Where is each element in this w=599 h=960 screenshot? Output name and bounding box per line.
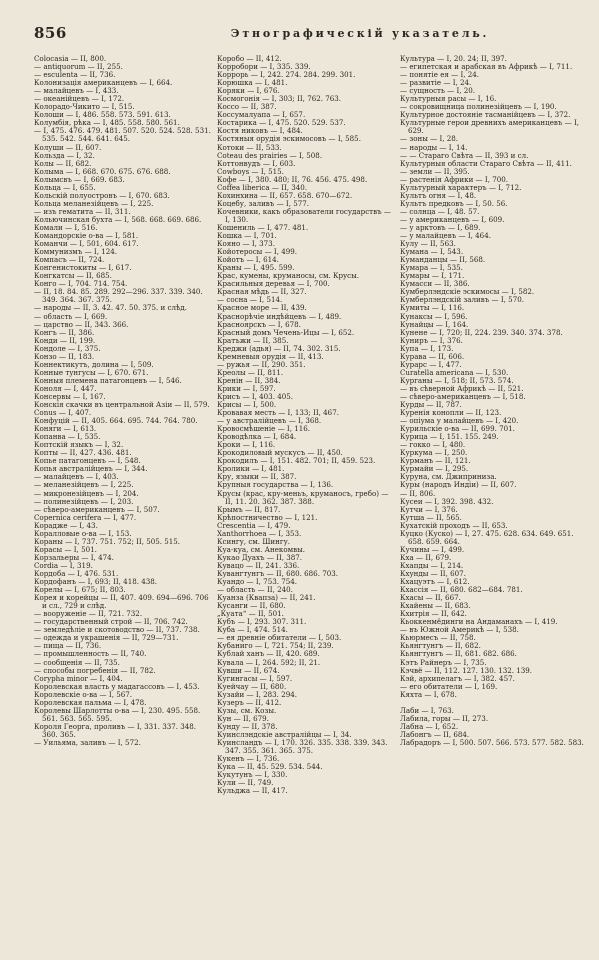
index-entry: Культура — I, 20. 24; II, 397. bbox=[400, 55, 507, 63]
index-entry: Кубъ — I, 293. 307. 311. bbox=[217, 617, 307, 627]
index-entry: Красное море — II, 439. bbox=[217, 303, 307, 313]
index-entry: Курица — I, 151. 155. 249. bbox=[400, 432, 499, 442]
index-entry: Куренія конопли — II, 123. bbox=[400, 408, 502, 418]
index-entry: — сокровищница полинезійцевъ — I, 190. bbox=[400, 102, 557, 112]
index-entry: Кхацуэтъ — I, 612. bbox=[400, 577, 470, 587]
index-entry: Колонизація американцевъ — I, 664. bbox=[34, 78, 173, 88]
index-entry: Колоши — I, 486. 558. 573. 591. 613. bbox=[34, 110, 171, 120]
index-entry: Коняги — I, 613. bbox=[34, 424, 97, 434]
index-entry: Коптскій языкъ — I, 32. bbox=[34, 440, 124, 450]
index-entry: — I, 475. 476. 479. 481. 507. 520. 524. 528. 531. 535. 542. 544. 641. 645. bbox=[34, 126, 211, 144]
index-entry: Куандо — I, 753. 754. bbox=[217, 577, 298, 587]
index-entry: Компасъ — II, 724. bbox=[34, 255, 105, 265]
index-entry: Королевскіе о-ва — I, 567. bbox=[34, 689, 132, 699]
index-entry: Колы — II, 682. bbox=[34, 158, 92, 168]
index-entry: Королевы Шарлотты о-ва — I, 230. 495. 558. 561. 563. 565. 595. bbox=[34, 705, 201, 723]
index-entry: Куркума — I, 250. bbox=[400, 448, 468, 458]
index-entry: Кунайцы — I, 164. bbox=[400, 319, 469, 329]
index-entry: Копья австралійцевъ — I, 344. bbox=[34, 464, 148, 474]
index-entry: Кольскій полуостровъ — I, 670. 683. bbox=[34, 190, 170, 200]
index-entry: Корюшка — I, 481. bbox=[217, 78, 288, 88]
index-entry: Кухатскій проходъ — II, 653. bbox=[400, 520, 508, 530]
index-entry: Кхасы — II, 667. bbox=[400, 593, 461, 603]
index-entry: Купа — I, 173. bbox=[400, 343, 454, 353]
index-entry: Курильскіе о-ва — II, 699. 701. bbox=[400, 424, 515, 434]
index-entry: Крусы (крас, кру-меньъ, круманосъ, гребо) — II, 11. 20. 362. 387. 388. bbox=[217, 488, 389, 506]
index-entry: Курмайи — I, 295. bbox=[400, 464, 469, 474]
index-entry: Койотеросы — I, 499. bbox=[217, 247, 298, 257]
index-entry: Койотъ — I, 614. bbox=[217, 255, 279, 265]
index-entry: Ксингу, см. Шингу. bbox=[217, 536, 291, 546]
index-entry: Куниръ — I, 376. bbox=[400, 335, 463, 345]
index-entry: Королевская пальма — I, 478. bbox=[34, 697, 147, 707]
index-entry: Культъ предковъ — I, 50. 56. bbox=[400, 198, 508, 208]
index-entry: Кусеи — I, 392. 398. 432. bbox=[400, 496, 494, 506]
index-entry: Костяныя орудія эскимосовъ — I, 585. bbox=[217, 134, 361, 144]
index-entry: Crescentia — I, 479. bbox=[217, 520, 291, 530]
index-entry: — одежда и украшенія — II, 729—731. bbox=[34, 633, 179, 643]
index-entry: Кумары — I, 171. bbox=[400, 271, 465, 281]
index-entry: Кохинхина — II, 657. 658. 670—672. bbox=[217, 190, 353, 200]
index-entry: „Куата“ — II, 501. bbox=[217, 609, 284, 619]
index-entry: Крѣпостничество — I, 121. bbox=[217, 512, 318, 522]
index-entry: Краснорѣчіе индѣйцевъ — I, 489. bbox=[217, 311, 342, 321]
index-entry: Кэтъ Райнеръ — I, 735. bbox=[400, 657, 487, 667]
index-entry: Кульджа — II, 417. bbox=[217, 786, 288, 796]
index-entry: Кучины — I, 499. bbox=[400, 544, 465, 554]
index-entry: Куа-куа, см. Анекомвы. bbox=[217, 544, 306, 554]
index-entry: Кха — II, 679. bbox=[400, 552, 452, 562]
index-entry: Кру, языки — II, 387. bbox=[217, 472, 297, 482]
index-entry: — сѣверо-американцевъ — I, 518. bbox=[400, 391, 526, 401]
index-entry: Кольца меланезійцевъ — I, 225. bbox=[34, 198, 154, 208]
index-entry: Корелы — I, 675; II, 803. bbox=[34, 585, 126, 595]
index-entry: Кутша — II, 565. bbox=[400, 512, 462, 522]
index-entry: — растенія Африки — I, 700. bbox=[400, 174, 509, 184]
index-entry: Коссумалуапа — I, 657. bbox=[217, 110, 306, 120]
index-entry: Куры (народъ Индіи) — II, 607. bbox=[400, 480, 517, 490]
index-entry: — Уильяма, заливъ — I, 572. bbox=[34, 737, 141, 747]
index-entry: Командорскіе о-ва — I, 581. bbox=[34, 231, 139, 241]
index-entry: Куинсландъ — I, 170. 326. 335. 338. 339. 343. 347. 355. 361. 365. 375. bbox=[217, 737, 388, 756]
index-entry: Кровавая месть — I, 133; II, 467. bbox=[217, 408, 339, 418]
index-entry: — гокко — I, 480. bbox=[400, 440, 466, 450]
index-entry: Кумиты — I, 116. bbox=[400, 303, 465, 313]
index-entry: — ружья — II, 290. 351. bbox=[217, 359, 306, 369]
index-entry: Крисъ — I, 403. 405. bbox=[217, 391, 294, 401]
index-entry: Куцко (Куско) — I, 27. 475. 628. 634. 649. 651. 658. 659. 664. bbox=[400, 528, 574, 546]
index-column-1 bbox=[34, 55, 211, 950]
index-entry: Кэй, архипелагъ — I, 382. 457. bbox=[400, 673, 515, 683]
index-entry: — пища — II, 736. bbox=[34, 641, 102, 651]
index-entry: Кули — II, 749. bbox=[217, 778, 274, 788]
index-entry: — сущность — I, 20. bbox=[400, 86, 476, 96]
index-entry: Кхайены — II, 683. bbox=[400, 601, 471, 611]
index-entry: Кука — II, 45. 529. 534. 544. bbox=[217, 762, 323, 772]
index-entry: Кхитрія — II, 642. bbox=[400, 609, 467, 619]
index-entry: Красильныя деревья — I, 700. bbox=[217, 279, 330, 289]
index-entry: Конзо — II, 183. bbox=[34, 351, 95, 361]
index-entry: Кхунды — II, 607. bbox=[400, 569, 466, 578]
index-entry: Культурные герои древнихъ американцевъ — I, 629. bbox=[400, 118, 580, 136]
index-entry: — II, 18. 84. 85. 289. 292—296. 337. 339. 340. 349. 364. 367. 375. bbox=[34, 287, 203, 305]
index-entry: Крас, кумены, круманосы, см. Крусы. bbox=[217, 271, 360, 281]
index-entry: — у американцевъ — I, 609. bbox=[400, 214, 505, 224]
index-entry: — земли — II, 395. bbox=[400, 166, 470, 176]
index-entry: Curatella americana — I, 530. bbox=[400, 367, 509, 377]
index-entry: Куанза (Квапза) — II, 241. bbox=[217, 593, 316, 603]
index-entry: Конскія скачки въ центральной Азіи — II, 579. bbox=[34, 400, 210, 410]
index-entry: Культурное достояніе тасманійцевъ — I, 372. bbox=[400, 110, 571, 120]
index-entry: Кунаксы — I, 596. bbox=[400, 311, 468, 321]
index-entry: Курарс — I, 477. bbox=[400, 359, 462, 369]
index-column-3 bbox=[400, 55, 586, 950]
index-entry: Крокодилъ — I, 151. 482. 701; II, 459. 523. bbox=[217, 456, 376, 466]
index-column-2 bbox=[217, 55, 394, 950]
index-entry: Коннектикутъ, долина — I, 509. bbox=[34, 359, 154, 369]
index-entry: Colocasia — II, 800. bbox=[34, 55, 107, 63]
index-entry: — antiquorum — II, 255. bbox=[34, 62, 123, 72]
index-entry: — его обитатели — I, 169. bbox=[400, 681, 498, 691]
index-entry: Коралловые о-ва — I, 153. bbox=[34, 528, 132, 538]
index-entry: Культурный характеръ — I, 712. bbox=[400, 182, 522, 192]
index-entry: Куинслэндскіе австралійцы — I, 34. bbox=[217, 729, 352, 739]
index-entry: Корадже — I, 43. bbox=[34, 520, 98, 530]
index-entry: — вооруженіе — II, 721. 732. bbox=[34, 609, 143, 619]
index-entry: Куманданцы — II, 568. bbox=[400, 255, 486, 265]
index-entry: Копты — II, 427. 436. 481. bbox=[34, 448, 132, 458]
index-entry: Костарика — I, 475. 520. 529. 537. bbox=[217, 118, 346, 128]
index-entry: Крокодиловый мускусъ — II, 450. bbox=[217, 448, 343, 458]
index-entry: Коряки — I, 676. bbox=[217, 86, 280, 96]
index-entry: Конгенистокиты — I, 617. bbox=[34, 263, 132, 273]
index-entry: Кунене — I, 720; II, 224. 239. 340. 374. 378. bbox=[400, 327, 563, 337]
index-entry: Команчи — I, 501, 604. 617. bbox=[34, 239, 139, 249]
index-entry: — ея древніе обитатели — I, 503. bbox=[217, 633, 342, 643]
index-entry: — земледѣліе и скотоводство — II, 737. 738. bbox=[34, 625, 200, 635]
index-entry: Курганы — I, 518; II, 573. 574. bbox=[400, 375, 514, 385]
index-entry: — меланезійцевъ — I, 225. bbox=[34, 480, 134, 490]
index-entry: Красноярскъ — I, 678. bbox=[217, 319, 301, 329]
index-entry: — сосна — I, 514. bbox=[217, 295, 283, 305]
index-entry: Котоки — II, 533. bbox=[217, 142, 282, 152]
index-entry: Coteau des prairies — I, 508. bbox=[217, 150, 323, 160]
index-entry: Кулу — II, 563. bbox=[400, 239, 456, 249]
index-entry: — изъ гематита — II, 311. bbox=[34, 206, 131, 216]
index-entry: Кумасси — II, 386. bbox=[400, 279, 470, 289]
index-entry: Коссо — II, 387. bbox=[217, 102, 277, 112]
index-entry: Coffea liberica — II, 340. bbox=[217, 182, 308, 192]
index-entry: Кубаниго — I, 721. 754; II, 239. bbox=[217, 641, 334, 651]
index-entry: — II, 806. bbox=[400, 488, 436, 498]
index-entry: Кровосмѣшеніе — I, 116. bbox=[217, 424, 311, 434]
index-entry: — у малайцевъ — I, 464. bbox=[400, 231, 491, 241]
index-entry: Кэчвё — II, 112. 127. 130. 132. 139. bbox=[400, 665, 533, 675]
index-entry: Корзальеры — I, 474. bbox=[34, 552, 114, 562]
index-entry: Коррорь — I, 242. 274. 284. 299. 301. bbox=[217, 70, 356, 80]
index-entry: Кошениль — I, 477. 481. bbox=[217, 222, 309, 232]
index-entry: Кольца — I, 655. bbox=[34, 182, 96, 192]
index-entry: — у арктовъ — I, 689. bbox=[400, 222, 481, 232]
index-entry: Кумберлэндскій заливъ — I, 570. bbox=[400, 295, 524, 305]
index-entry: Колымсвъ — I, 669. 683. bbox=[34, 174, 125, 184]
index-entry: Кочевники, какъ образователи государствъ — I, 130. bbox=[217, 206, 391, 224]
index-entry: Культурныя расы — I, 16. bbox=[400, 94, 497, 104]
index-entry: — промышленность — II, 740. bbox=[34, 649, 147, 659]
index-entry: Кользда — I, 32. bbox=[34, 150, 95, 160]
index-entry: Conus — I, 407. bbox=[34, 408, 92, 418]
index-entry: Комали — I, 516. bbox=[34, 222, 98, 232]
index-entry: Кроки — I, 116. bbox=[217, 440, 276, 450]
index-entry: — народы — II, 3. 42. 47. 50. 375. и слѣд. bbox=[34, 303, 187, 313]
index-entry: Кошка — I, 701. bbox=[217, 231, 277, 241]
index-entry: — солнца — I, 48. 57. bbox=[400, 206, 480, 216]
index-entry: Кублай ханъ — II, 420. 689. bbox=[217, 649, 320, 659]
index-entry: Кузайи — I, 283. 294. bbox=[217, 689, 297, 699]
index-entry: Колыма — I, 668. 670. 675. 676. 688. bbox=[34, 166, 171, 176]
index-entry: Кутчи — I, 376. bbox=[400, 504, 458, 514]
index-entry: — развитіе — I, 24. bbox=[400, 78, 472, 88]
index-entry: Кувангтунгъ — II, 680. 686. 703. bbox=[217, 569, 338, 578]
index-entry: Кондоле — I, 375. bbox=[34, 343, 101, 353]
index-entry: Колуши — II, 607. bbox=[34, 142, 102, 152]
index-entry: Кукенъ — I, 736. bbox=[217, 754, 280, 764]
index-entry: Кратъжи — II, 385. bbox=[217, 335, 289, 345]
index-entry: Краны — I, 495. 599. bbox=[217, 263, 295, 273]
index-entry: — народы — I, 14. bbox=[400, 142, 468, 152]
index-entry: — египетская и арабская въ Африкѣ — I, 711. bbox=[400, 62, 573, 72]
index-entry: Конгъ — II, 386. bbox=[34, 327, 95, 337]
index-entry: Cowboys — I, 515. bbox=[217, 166, 284, 176]
index-entry: Копье патагонцевъ — I, 548. bbox=[34, 456, 141, 466]
index-entry: — микронезійцевъ — I, 204. bbox=[34, 488, 139, 498]
index-entry: Кугингасы — I, 597. bbox=[217, 673, 293, 683]
index-entry: Кувацо — II, 241. 336. bbox=[217, 560, 300, 570]
index-entry: Консервы — I, 167. bbox=[34, 391, 106, 401]
index-entry: Лаби — I, 763. bbox=[400, 705, 454, 715]
index-entry: — государственный строй — II, 706. 742. bbox=[34, 617, 188, 627]
index-entry: Кораны — I, 737. 751. 752; II, 505. 515. bbox=[34, 536, 181, 546]
index-entry: Курава — II, 606. bbox=[400, 351, 465, 361]
index-entry: — область — I, 669. bbox=[34, 311, 108, 321]
index-entry: Коцебу, заливъ — I, 577. bbox=[217, 198, 310, 208]
index-entry: Кренін — II, 384. bbox=[217, 375, 281, 385]
index-entry: — зоны — I, 28. bbox=[400, 134, 459, 144]
index-entry: Крики — I, 597. bbox=[217, 383, 276, 393]
index-entry: Крисы — I, 500. bbox=[217, 400, 277, 410]
index-entry: Кумара — I, 535. bbox=[400, 263, 463, 273]
index-entry: Куейчау — II, 680. bbox=[217, 681, 287, 691]
index-entry: Кьоккенмёдинги на Андаманахъ — I, 419. bbox=[400, 617, 558, 627]
index-entry: Лабна — I, 652. bbox=[400, 721, 459, 731]
index-entry: — — Стараго Свѣта — II, 393 и сл. bbox=[400, 150, 529, 160]
index-entry: — у австралійцевъ — I, 368. bbox=[217, 416, 322, 426]
index-entry: Курманъ — II, 121. bbox=[400, 456, 471, 466]
page-number: 856 bbox=[34, 24, 67, 42]
index-entry: Copernica cerifera — I, 477. bbox=[34, 512, 137, 522]
index-entry: Кордофанъ — I, 693; II, 418. 438. bbox=[34, 577, 158, 587]
index-entry: Креолы — II, 811. bbox=[217, 367, 284, 377]
index-entry: Куба — I, 474. 514. bbox=[217, 625, 288, 635]
index-entry: Корасы — I, 501. bbox=[34, 544, 97, 554]
index-entry: Кунду — II, 378. bbox=[217, 721, 278, 731]
index-entry: Xanthorrhoea — I, 353. bbox=[217, 528, 302, 538]
index-entry: — малайцевъ — I, 433. bbox=[34, 86, 119, 96]
index-entry: Копанва — I, 535. bbox=[34, 432, 101, 442]
index-entry: — малайцевъ — I, 403. bbox=[34, 472, 119, 482]
index-entry: Культъ огня — I, 48. bbox=[400, 190, 477, 200]
index-entry: Кхассія — II, 680. 682—684. 781. bbox=[400, 585, 523, 595]
index-entry: Кузы, см. Козы. bbox=[217, 705, 277, 715]
index-entry: Лабила, горы — II, 273. bbox=[400, 713, 489, 723]
index-entry: Кролики — I, 481. bbox=[217, 464, 285, 474]
index-entry: Кьянгтунгъ — II, 681. 682. 686. bbox=[400, 649, 517, 659]
index-entry: — въ сѣверной Африкѣ — II, 521. bbox=[400, 383, 524, 393]
index-entry: Корея и корейцы — II, 407. 409. 694—696. 706 и сл., 729 и слѣд. bbox=[34, 593, 209, 611]
index-entry: Конгкатсы — II, 685. bbox=[34, 271, 112, 281]
index-entry: Corypha minor — I, 404. bbox=[34, 673, 123, 683]
index-entry: Кьянгтунгъ — II, 682. bbox=[400, 641, 481, 651]
index-entry: Кумана — I, 543. bbox=[400, 247, 464, 257]
index-entry: Кувши — II, 674. bbox=[217, 665, 280, 675]
index-entry: Кумберлэндскіе эскимосы — I, 582. bbox=[400, 287, 535, 297]
index-entry: — въ Южной Америкѣ — I, 538. bbox=[400, 625, 519, 635]
index-entry: — сѣверо-американцевъ — I, 507. bbox=[34, 504, 160, 514]
index-entry: Конго — I, 704. 714. 754. bbox=[34, 279, 128, 289]
index-entry: Крупныя государства — I, 136. bbox=[217, 480, 334, 490]
index-entry: — esculenta — II, 736. bbox=[34, 70, 116, 80]
index-entry: Кремневыя орудія — II, 413. bbox=[217, 351, 324, 361]
index-entry: Костя никовъ — I, 484. bbox=[217, 126, 303, 136]
index-entry: Коноля — I, 447. bbox=[34, 383, 97, 393]
running-title: Этнографическій указатель. bbox=[230, 27, 490, 40]
index-entry: Курды — II, 787. bbox=[400, 400, 462, 410]
index-entry: Конныя племена патагонцевъ — I, 546. bbox=[34, 375, 182, 385]
index-entry: Кольючинская бухта — I, 568. 668. 669. 686. bbox=[34, 214, 202, 224]
index-entry: Кувала — I, 264. 592; II, 21. bbox=[217, 657, 321, 667]
index-entry: — царство — II, 343. 366. bbox=[34, 319, 129, 329]
index-entry: Кьюрмесъ — II, 758. bbox=[400, 633, 476, 643]
index-entry: — опіума у малайцевъ — I, 420. bbox=[400, 416, 519, 426]
index-entry: Кукутунъ — I, 330. bbox=[217, 770, 288, 780]
index-entry: Колумбія, рѣка — I, 485. 558. 580. 561. bbox=[34, 118, 180, 128]
index-entry: Кун — II, 679. bbox=[217, 713, 269, 723]
page-header bbox=[0, 24, 599, 46]
index-entry: Культурныя области Стараго Свѣта — II, 411. bbox=[400, 158, 572, 168]
index-entry: — сообщенія — II, 735. bbox=[34, 657, 120, 667]
index-entry: — полинезійцевъ — I, 203. bbox=[34, 496, 134, 506]
index-entry: Крымъ — II, 817. bbox=[217, 504, 281, 514]
index-entry: Кукао Дуахъ — II, 387. bbox=[217, 552, 303, 562]
index-entry: Куруна, см. Джиприниза. bbox=[400, 472, 497, 482]
index-entry: Кусанги — II, 680. bbox=[217, 601, 286, 611]
index-entry: Конди — II, 199. bbox=[34, 335, 96, 345]
index-entry: Королевская власть у мадагассовъ — I, 453. bbox=[34, 681, 200, 691]
index-entry: Конные тунгусы — I, 670. 671. bbox=[34, 367, 149, 377]
index-entry: Кузеръ — II, 412. bbox=[217, 697, 282, 707]
index-entry: Космогонія — I, 303; II, 762. 763. bbox=[217, 94, 342, 104]
index-entry: Коробо — II, 412. bbox=[217, 55, 282, 63]
index-entry: Кроводѣлка — I, 684. bbox=[217, 432, 297, 442]
index-entry: Кхапды — I, 214. bbox=[400, 560, 464, 570]
index-entry: Красный домъ Чечень-Ицы — I, 652. bbox=[217, 327, 355, 337]
index-entry: — область — II, 240. bbox=[217, 585, 293, 595]
index-entry: Короля Георга, проливъ — I, 331. 337. 348. 360. 365. bbox=[34, 721, 197, 739]
index-entry: Коттонвудъ — I, 603. bbox=[217, 158, 296, 168]
index-entry: Лабонгъ — II, 684. bbox=[400, 729, 470, 739]
index-entry: Конфуцій — II, 405. 664. 695. 744. 764. 780. bbox=[34, 416, 198, 426]
index-entry: Креджи (адья) — II, 74. 302. 315. bbox=[217, 343, 341, 353]
index-entry: Кордоба — I, 476. 531. bbox=[34, 569, 119, 578]
index-entry: — способы погребенія — II, 782. bbox=[34, 665, 156, 675]
index-entry: Кяхта — I, 678. bbox=[400, 689, 457, 699]
index-entry: — понятіе ея — I, 24. bbox=[400, 70, 480, 80]
index-entry: — океанійцевъ — I, 172. bbox=[34, 94, 125, 104]
index-entry: Коммунизмъ — I, 124. bbox=[34, 247, 118, 257]
index-entry: Корробори — I, 335. 339. bbox=[217, 62, 311, 72]
index-entry: Кояно — I, 373. bbox=[217, 239, 275, 249]
index-entry: Красная мѣдь — II, 327. bbox=[217, 287, 307, 297]
index-entry: Cordia — I, 319. bbox=[34, 560, 93, 570]
index-entry: Кофе — I, 380. 480; II, 76. 456. 475. 498. bbox=[217, 174, 368, 184]
index-entry: Колорадо-Чикито — I, 515. bbox=[34, 102, 135, 112]
index-entry: Лабрадоръ — I, 500. 507. 566. 573. 577. 582. 583. bbox=[400, 737, 584, 747]
